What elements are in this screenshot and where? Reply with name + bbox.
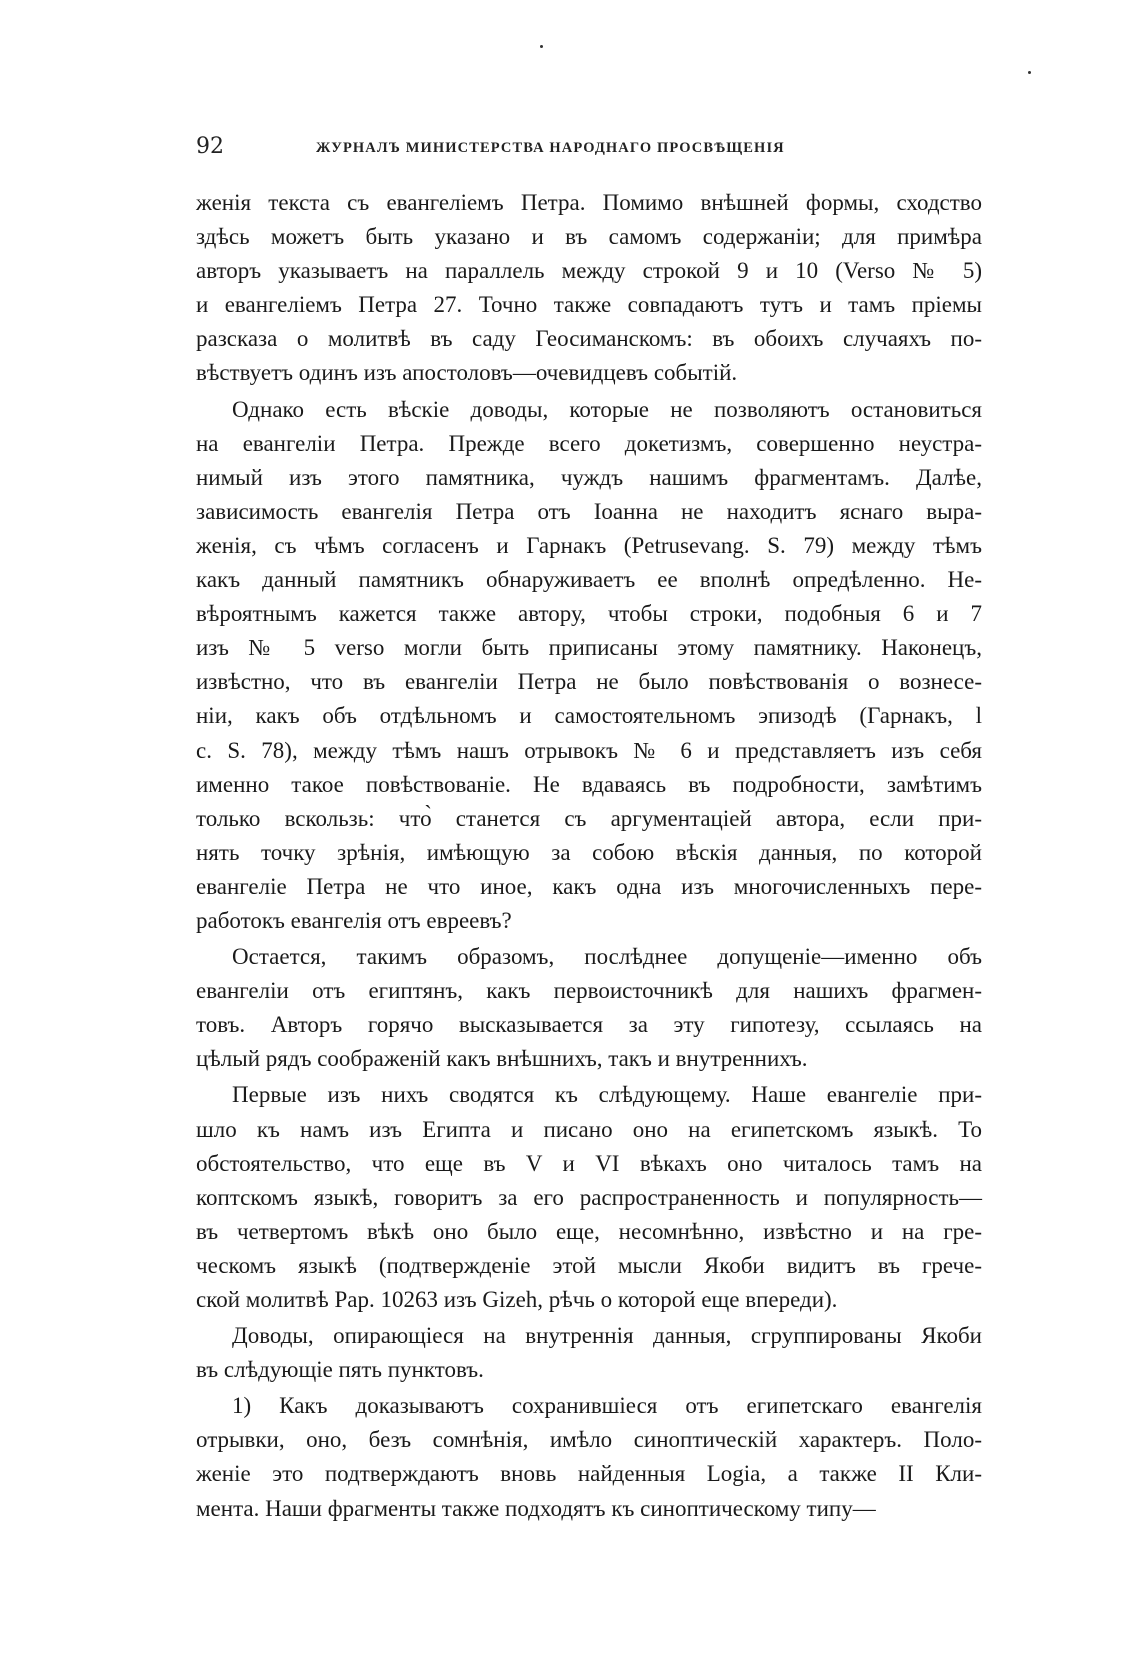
page-number: 92 — [196, 134, 224, 159]
text-line: нять точку зрѣнія, имѣющую за собою вѣскія данныя, по которой — [196, 839, 982, 865]
text-line: 1) Какъ доказываютъ сохранившіеся отъ египетскаго евангелія — [232, 1393, 982, 1419]
text-line: авторъ указываетъ на параллель между строкой 9 и 10 (Verso № 5) — [196, 258, 982, 284]
paragraph — [196, 940, 982, 1076]
text-line: вѣроятнымъ кажется также автору, чтобы строки, подобныя 6 и 7 — [196, 601, 982, 627]
paragraph — [196, 1389, 982, 1525]
paragraph — [196, 393, 982, 939]
text-line: евангеліе Петра не что иное, какъ одна изъ многочисленныхъ пере- — [196, 873, 982, 899]
text-line: Однако есть вѣскіе доводы, которые не позволяютъ остановиться — [232, 396, 982, 422]
text-line: только вскользь: что̀ станется съ аргументаціей автора, если при- — [196, 805, 982, 831]
text-line: коптскомъ языкѣ, говоритъ за его распространенность и популярность— — [196, 1184, 982, 1210]
text-line: работокъ евангелія отъ евреевъ? — [196, 907, 512, 933]
text-line: c. S. 78), между тѣмъ нашъ отрывокъ № 6 и представляетъ изъ себя — [196, 737, 982, 763]
text-line: въ четвертомъ вѣкѣ оно было еще, несомнѣнно, извѣстно и на гре- — [196, 1218, 982, 1244]
text-line: нимый изъ этого памятника, чуждъ нашимъ фрагментамъ. Далѣе, — [196, 464, 982, 490]
text-line: извѣстно, что въ евангеліи Петра не было повѣствованія о вознесе- — [196, 669, 982, 695]
paragraph — [196, 186, 982, 391]
text-line: ской молитвѣ Pap. 10263 изъ Gizeh, рѣчь о которой еще впереди). — [196, 1287, 838, 1312]
text-line: изъ № 5 verso могли быть приписаны этому памятнику. Наконецъ, — [196, 635, 982, 661]
text-line: ческомъ языкѣ (подтвержденіе этой мысли Якоби видитъ въ грече- — [196, 1252, 982, 1278]
text-line: разсказа о молитвѣ въ саду Геосиманскомъ: въ обоихъ случаяхъ по- — [196, 326, 982, 352]
text-line: мента. Наши фрагменты также подходятъ къ синоптическому типу— — [196, 1495, 876, 1521]
paragraph — [196, 1078, 982, 1317]
text-line: зависимость евангелія Петра отъ Іоанна не находитъ яснаго выра- — [196, 498, 982, 524]
text-line: здѣсь можетъ быть указано и въ самомъ содержаніи; для примѣра — [196, 224, 982, 250]
text-line: Первые изъ нихъ сводятся къ слѣдующему. Наше евангеліе при- — [232, 1082, 982, 1108]
text-line: и евангеліемъ Петра 27. Точно также совпадаютъ тутъ и тамъ пріемы — [196, 292, 982, 318]
paragraph — [196, 1319, 982, 1387]
page-header — [196, 132, 982, 166]
text-line: женіе это подтверждаютъ вновь найденныя Logia, а также II Кли- — [196, 1461, 982, 1487]
body-text — [196, 186, 982, 1526]
print-speck — [540, 45, 543, 48]
text-line: товъ. Авторъ горячо высказывается за эту гипотезу, ссылаясь на — [196, 1012, 982, 1038]
text-line: въ слѣдующіе пять пунктовъ. — [196, 1357, 484, 1383]
text-line: на евангеліи Петра. Прежде всего докетизмъ, совершенно неустра- — [196, 430, 982, 456]
text-line: Доводы, опирающіеся на внутреннія данныя, сгруппированы Якоби — [232, 1323, 982, 1349]
text-line: женія, съ чѣмъ согласенъ и Гарнакъ (Petrusevang. S. 79) между тѣмъ — [196, 532, 982, 558]
text-line: женія текста съ евангеліемъ Петра. Помимо внѣшней формы, сходство — [196, 190, 982, 215]
text-line: вѣствуетъ одинъ изъ апостоловъ—очевидцевъ событій. — [196, 360, 738, 386]
text-line: какъ данный памятникъ обнаруживаетъ ее вполнѣ опредѣленно. Не- — [196, 567, 982, 593]
text-line: евангеліи отъ египтянъ, какъ первоисточникѣ для нашихъ фрагмен- — [196, 978, 982, 1004]
text-line: обстоятельство, что еще въ V и VI вѣкахъ оно читалось тамъ на — [196, 1150, 982, 1176]
text-line: шло къ намъ изъ Египта и писано оно на египетскомъ языкѣ. То — [196, 1116, 982, 1142]
print-speck — [1028, 71, 1031, 74]
running-head: ЖУРНАЛЪ МИНИСТЕРСТВА НАРОДНАГО ПРОСВѢЩЕНІЯ — [316, 140, 785, 156]
text-line: Остается, такимъ образомъ, послѣднее допущеніе—именно объ — [232, 944, 982, 970]
text-line: именно такое повѣствованіе. Не вдаваясь въ подробности, замѣтимъ — [196, 771, 982, 797]
text-line: отрывки, оно, безъ сомнѣнія, имѣло синоптическій характеръ. Поло- — [196, 1427, 982, 1453]
text-line: цѣлый рядъ соображеній какъ внѣшнихъ, такъ и внутреннихъ. — [196, 1046, 808, 1072]
text-line: ніи, какъ объ отдѣльномъ и самостоятельномъ эпизодѣ (Гарнакъ, l — [196, 703, 982, 729]
